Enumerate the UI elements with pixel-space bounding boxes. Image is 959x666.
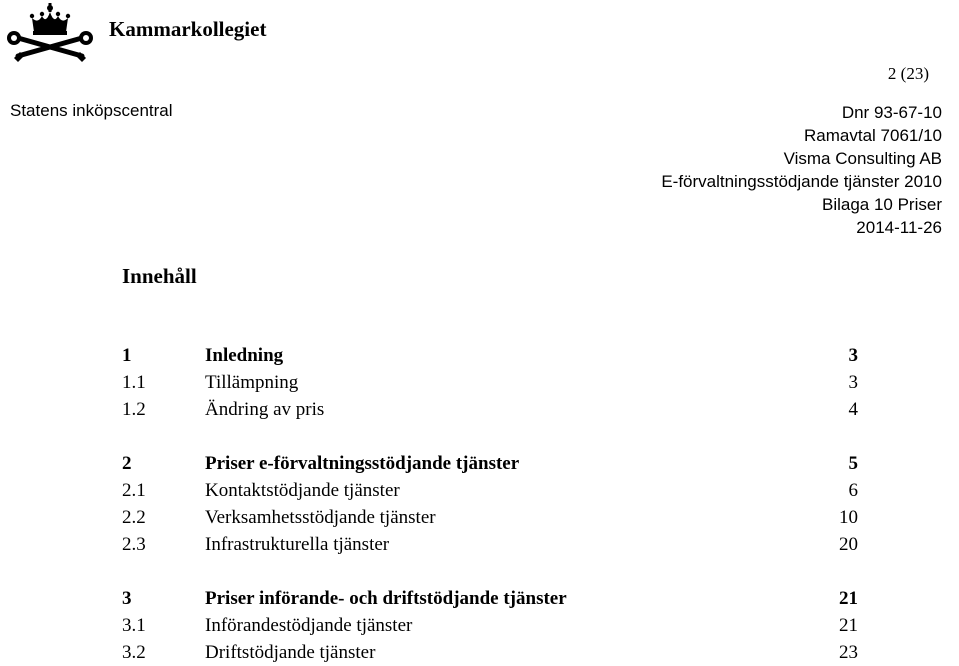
toc-entry-number: 1 (122, 345, 132, 366)
toc-entry-number: 2.2 (122, 507, 146, 528)
toc-entry-page: 3 (848, 345, 858, 366)
toc-entry[interactable] (122, 504, 858, 531)
toc-entry-page: 21 (839, 615, 858, 636)
toc-entry[interactable] (122, 612, 858, 639)
toc-entry-number: 2 (122, 453, 132, 474)
toc-entry-number: 3.2 (122, 642, 146, 663)
meta-supplier: Visma Consulting AB (783, 149, 942, 169)
toc-entry[interactable] (122, 477, 858, 504)
toc-entry-title: Driftstödjande tjänster (205, 642, 376, 663)
meta-diary-number: Dnr 93-67-10 (841, 103, 942, 122)
toc-entry-number: 1.1 (122, 372, 146, 393)
table-of-contents (122, 342, 858, 666)
toc-entry-number: 2.3 (122, 534, 146, 555)
toc-entry-title: Införandestödjande tjänster (205, 615, 413, 636)
toc-title: Innehåll (122, 264, 197, 288)
meta-date: 2014-11-26 (856, 218, 942, 238)
meta-appendix: Bilaga 10 Priser (821, 195, 942, 215)
toc-entry-title: Priser införande- och driftstödjande tjänster (205, 588, 567, 609)
toc-entry-page: 4 (848, 399, 858, 420)
toc-entry-title: Ändring av pris (205, 399, 325, 420)
crown-and-crossed-keys-icon (4, 2, 96, 62)
toc-entry-page: 20 (839, 534, 858, 555)
toc-entry-number: 3 (122, 588, 132, 609)
toc-entry[interactable] (122, 450, 858, 477)
toc-entry-page: 6 (848, 480, 858, 501)
toc-entry[interactable] (122, 369, 858, 396)
toc-entry-title: Tillämpning (205, 372, 299, 393)
toc-entry-number: 1.2 (122, 399, 146, 420)
toc-entry-page: 21 (839, 588, 858, 609)
toc-entry[interactable] (122, 342, 858, 369)
toc-entry-title: Inledning (205, 345, 284, 366)
meta-area: E-förvaltningsstödjande tjänster 2010 (661, 172, 942, 192)
toc-entry-title: Priser e-förvaltningsstödjande tjänster (205, 453, 520, 474)
brand-name: Kammarkollegiet (109, 17, 267, 41)
organization-name: Statens inköpscentral (10, 101, 173, 120)
toc-entry-number: 2.1 (122, 480, 146, 501)
toc-entry[interactable] (122, 531, 858, 558)
page-number: 2 (23) (887, 64, 929, 83)
toc-entry-title: Infrastrukturella tjänster (205, 534, 390, 555)
toc-entry-page: 5 (848, 453, 858, 474)
toc-entry-title: Verksamhetsstödjande tjänster (205, 507, 436, 528)
toc-entry-page: 10 (839, 507, 858, 528)
toc-entry-page: 3 (848, 372, 858, 393)
meta-framework-agreement: Ramavtal 7061/10 (804, 126, 942, 146)
toc-entry[interactable] (122, 585, 858, 612)
toc-entry-number: 3.1 (122, 615, 146, 636)
document-meta (661, 101, 942, 240)
toc-entry[interactable] (122, 639, 858, 666)
toc-entry-title: Kontaktstödjande tjänster (205, 480, 400, 501)
toc-entry[interactable] (122, 396, 858, 423)
toc-entry-page: 23 (839, 642, 858, 663)
